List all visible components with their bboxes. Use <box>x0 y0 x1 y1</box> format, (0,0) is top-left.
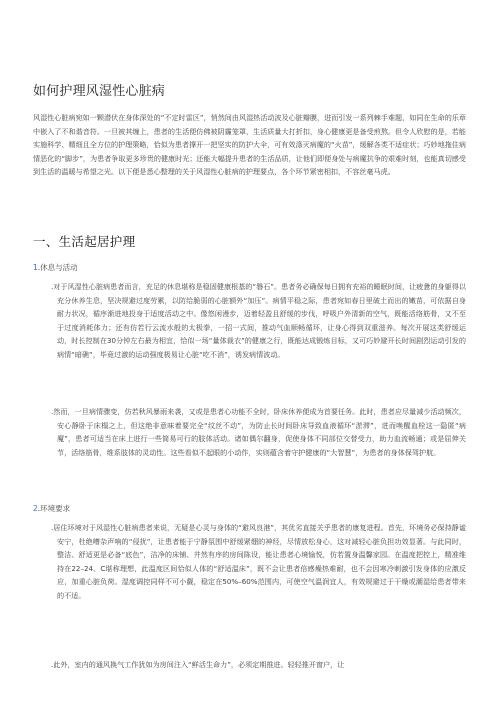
subheading-number: 2 <box>33 504 38 513</box>
paragraph-text: 此外，室内的通风换气工作犹如为房间注入“鲜活生命力”，必须定期推进。轻轻推开窗户，让 <box>53 660 345 669</box>
intro-paragraph: 风湿性心脏病宛如一颗潜伏在身体深处的“不定时雷区”，悄然间由风湿热活动波及心脏瓣膜，进而引发一系列棘手难题，如同在生命的乐章中嵌入了不和谐音符。一旦被其缠上，患者的生活便仿佛被阴霾笼罩，生活质量大打折扣，身心健康更是备受煎熬。但令人欣慰的是，若能实施科学、精细且全方位的护理策略，恰似为患者撑开一把坚实的防护大伞，可有效涤灭病魔的“火苗”，缓解各类不适症状；巧妙地拖住病情恶化的“脚步”，为患者争取更多珍贵的健康时光；还能大幅提升患者的生活品质，让他们即便身处与病魔抗争的艰难时刻，也能真切感受到生活的温暖与希望之光。以下便是悉心整理的关于风湿性心脏病的护理要点，各个环节紧密相扣，不容丝毫马虎。 <box>33 113 466 176</box>
paragraph-environment-2: .此外，室内的通风换气工作犹如为房间注入“鲜活生命力”，必须定期推进。轻轻推开窗户，让 <box>51 660 345 669</box>
subheading-label: 环境要求 <box>40 504 71 513</box>
subheading-label: 休息与活动 <box>40 263 78 272</box>
paragraph-rest-1: .对于风湿性心脏病患者而言，充足的休息堪称是稳固健康根基的“磐石”。患者务必确保每日拥有充裕的睡眠时间，让疲惫的身躯得以充分休养生息，坚决规避过度劳累，以防给脆弱的心脏额外“加压”。病情平稳之际，患者宛如春日里破土而出的嫩苗，可依据自身耐力状况，循序渐进地投身于适度活动之中。像悠闲漫步，迈着轻盈且舒缓的步伐，呼吸户外清新的空气，既能活络筋骨，又不至于过度消耗体力；还有仿若行云流水般的太极拳，一招一式间，推动气血顺畅循环，让身心得到双重滋养。每次开展这类舒缓运动，时长控制在30分钟左右最为相宜，恰似一场“量体裁衣”的健康之行，既能达成锻炼目标，又可巧妙避开长时间剧烈运动引发的病情“暗礁”，毕竟过激的运动强度极易让心脏“吃不消”，诱发病情波动。 <box>51 282 466 359</box>
subheading-rest-activity: 1.休息与活动 <box>33 263 78 272</box>
page-title: 如何护理风湿性心脏病 <box>33 84 166 99</box>
paragraph-text: 对于风湿性心脏病患者而言，充足的休息堪称是稳固健康根基的“磐石”。患者务必确保每日拥有充裕的睡眠时间，让疲惫的身躯得以充分休养生息，坚决规避过度劳累，以防给脆弱的心脏额外“加压”。病情平稳之际，患者宛如春日里破土而出的嫩苗，可依据自身耐力状况，循序渐进地投身于适度活动之中。像悠闲漫步，迈着轻盈且舒缓的步伐，呼吸户外清新的空气，既能活络筋骨，又不至于过度消耗体力；还有仿若行云流水般的太极拳，一招一式间，推动气血顺畅循环，让身心得到双重滋养。每次开展这类舒缓运动，时长控制在30分钟左右最为相宜，恰似一场“量体裁衣”的健康之行，既能达成锻炼目标，又可巧妙避开长时间剧烈运动引发的病情“暗礁”，毕竟过激的运动强度极易让心脏“吃不消”，诱发病情波动。 <box>53 282 466 359</box>
paragraph-text: 居住环境对于风湿性心脏病患者来说，无疑是心灵与身体的“避风良港”，其优劣直接关乎患者的康复进程。首先，环境务必保持静谧安宁，杜绝嘈杂声响的“侵扰”，让患者能于宁静氛围中舒缓紧绷的神经，尽情放松身心，这对减轻心脏负担功效显著。与此同时，整洁、舒适更是必备“底色”，洁净的床铺、井然有序的房间陈设，能让患者心境愉悦，仿若置身温馨家园。在温度把控上，精准维持在22–24、C堪称理想，此温度区间恰似人体的“舒适温床”，既不会让患者倍感燥热难耐，也不会因寒冷刺激引发身体的应激反应，加重心脏负荷。湿度调控同样不可小觑，稳定在50%–60%范围内，可使空气温润宜人，有效规避过于干燥或潮湿给患者带来的不适。 <box>53 523 466 600</box>
paragraph-environment-1: .居住环境对于风湿性心脏病患者来说，无疑是心灵与身体的“避风良港”，其优劣直接关乎患者的康复进程。首先，环境务必保持静谧安宁，杜绝嘈杂声响的“侵扰”，让患者能于宁静氛围中舒缓紧绷的神经，尽情放松身心，这对减轻心脏负担功效显著。与此同时，整洁、舒适更是必备“底色”，洁净的床铺、井然有序的房间陈设，能让患者心境愉悦，仿若置身温馨家园。在温度把控上，精准维持在22–24、C堪称理想，此温度区间恰似人体的“舒适温床”，既不会让患者倍感燥热难耐，也不会因寒冷刺激引发身体的应激反应，加重心脏负荷。湿度调控同样不可小觑，稳定在50%–60%范围内，可使空气温润宜人，有效规避过于干燥或潮湿给患者带来的不适。 <box>51 523 466 600</box>
subheading-number: 1 <box>33 263 38 272</box>
subheading-environment: 2.环境要求 <box>33 504 71 513</box>
section-heading: 一、生活起居护理 <box>33 234 136 249</box>
paragraph-text: 然而，一旦病情骤变，仿若秋风暴雨来袭，又或是患者心功能不全时，卧床休养便成为首要任务。此时，患者应尽量减少活动频次，安心静卧于床榻之上，但这绝非意味着要完全“纹丝不动”，为防止长时间卧床导致血液循环“淤滞”，进而唤醒血栓这一隐匿“病魔”，患者可适当在床上进行一些简易可行的肢体活动。诸如偶尔翻身，促使身体不同部位交替受力，助力血流畅通；或是屈伸关节，活络筋骨，维系肢体的灵动性。这些看似不起眼的小动作，实则蕴含着守护健康的“大智慧”，为患者的身体保驾护航。 <box>53 407 466 457</box>
paragraph-rest-2: .然而，一旦病情骤变，仿若秋风暴雨来袭，又或是患者心功能不全时，卧床休养便成为首要任务。此时，患者应尽量减少活动频次，安心静卧于床榻之上，但这绝非意味着要完全“纹丝不动”，为防止长时间卧床导致血液循环“淤滞”，进而唤醒血栓这一隐匿“病魔”，患者可适当在床上进行一些简易可行的肢体活动。诸如偶尔翻身，促使身体不同部位交替受力，助力血流畅通；或是屈伸关节，活络筋骨，维系肢体的灵动性。这些看似不起眼的小动作，实则蕴含着守护健康的“大智慧”，为患者的身体保驾护航。 <box>51 407 466 457</box>
